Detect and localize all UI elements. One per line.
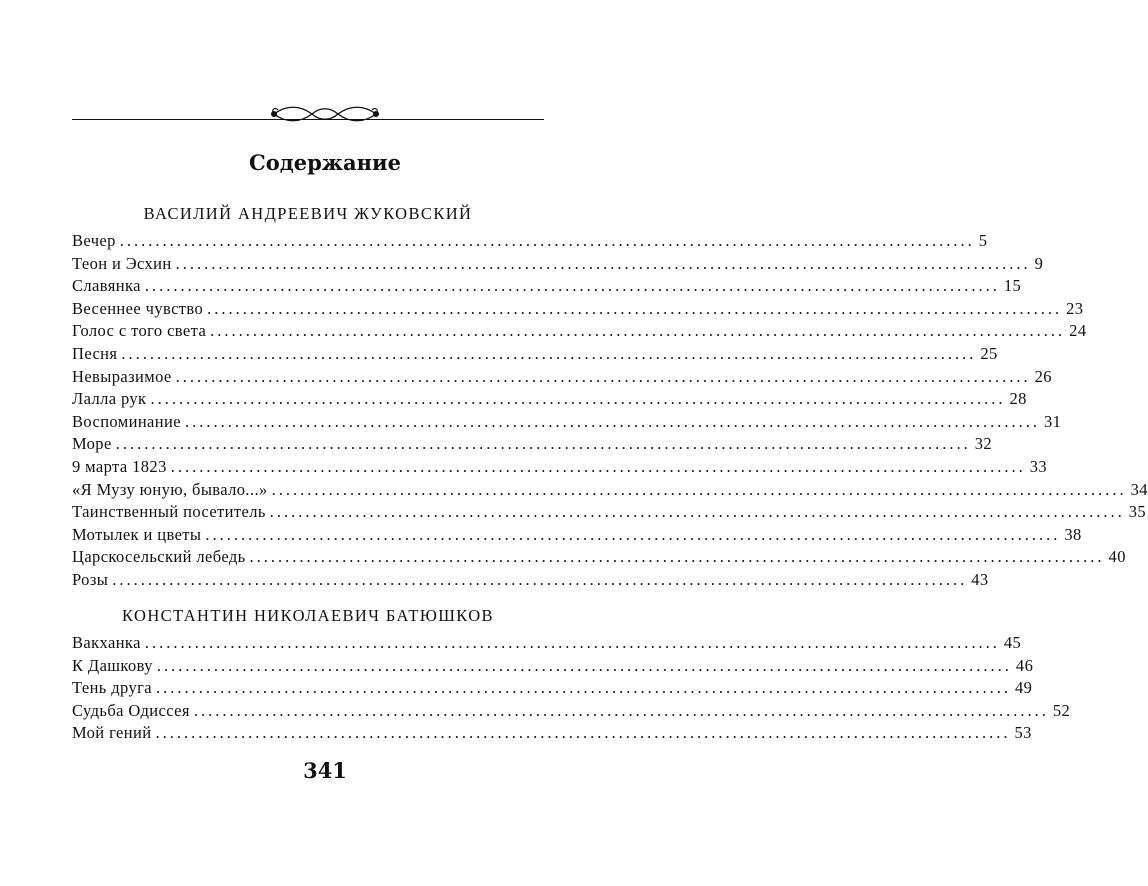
toc-dot-leader: ........................................................................................................................ (271, 479, 1127, 499)
toc-entry-page: 33 (1029, 456, 1048, 476)
toc-entry (72, 524, 1082, 548)
toc-dot-leader: ........................................................................................................................ (269, 502, 1125, 522)
toc-entry-page: 45 (1003, 633, 1022, 652)
toc-dot-leader: ........................................................................................................................ (115, 434, 971, 454)
toc-dot-leader: ........................................................................................................................ (249, 547, 1105, 567)
toc-entry-title: Лалла рук (72, 389, 147, 409)
toc-entry-title: Таинственный посетитель (72, 502, 266, 522)
toc-entry (72, 456, 1048, 480)
toc-entry-page: 9 (1034, 253, 1044, 273)
toc-entry-page: 23 (1066, 298, 1084, 318)
toc-entry-page: 40 (1108, 547, 1126, 567)
contents-heading: Содержание (249, 150, 401, 175)
toc-entry (72, 502, 1147, 525)
toc-dot-leader: ........................................................................................................................ (155, 723, 1011, 743)
page-number: 341 (303, 758, 347, 783)
toc-entry (72, 700, 1071, 724)
toc-entry (72, 253, 1044, 277)
toc-entry-title: Песня (72, 343, 118, 363)
toc-entry-page: 15 (1003, 276, 1022, 296)
toc-entry-page: 28 (1009, 389, 1027, 409)
toc-entry-page: 38 (1064, 524, 1082, 544)
toc-entry-page: 26 (1034, 366, 1052, 386)
toc-entry-title: Царскосельский лебедь (72, 547, 246, 567)
toc-dot-leader: ........................................................................................................................ (184, 411, 1040, 431)
toc-dot-leader: ........................................................................................................................ (112, 569, 968, 589)
section-author-batyushkov: КОНСТАНТИН НИКОЛАЕВИЧ БАТЮШКОВ (122, 606, 494, 625)
toc-entry-title: Тень друга (72, 678, 153, 698)
toc-entry-title: Весеннее чувство (72, 298, 204, 318)
toc-dot-leader: ........................................................................................................................ (119, 231, 975, 250)
toc-dot-leader: ........................................................................................................................ (150, 389, 1006, 409)
toc-entry-title: Вакханка (72, 633, 141, 652)
toc-entry-page: 52 (1052, 700, 1071, 720)
toc-entry-title: Розы (72, 569, 109, 589)
toc-entry-title: 9 марта 1823 (72, 456, 167, 476)
toc-dot-leader: ........................................................................................................................ (170, 456, 1026, 476)
toc-entry-page: 43 (971, 569, 989, 589)
toc-entry-page: 25 (980, 343, 998, 363)
toc-entry-title: Вечер (72, 231, 116, 250)
toc-dot-leader: ........................................................................................................................ (175, 366, 1031, 386)
toc-entry-page: 49 (1015, 678, 1033, 698)
toc-dot-leader: ........................................................................................................................ (144, 276, 1000, 296)
toc-entry (72, 678, 1033, 701)
toc-entry-page: 53 (1014, 723, 1032, 743)
section-author-zhukovsky: ВАСИЛИЙ АНДРЕЕВИЧ ЖУКОВСКИЙ (143, 204, 473, 223)
toc-entry-page: 32 (974, 434, 992, 454)
toc-entry-page: 5 (978, 231, 988, 250)
toc-entry (72, 366, 1052, 390)
toc-entry (72, 434, 992, 457)
toc-entry-page: 24 (1069, 321, 1087, 341)
toc-entry (72, 343, 998, 367)
toc-entry-title: Судьба Одиссея (72, 700, 190, 720)
toc-entry (72, 569, 989, 593)
toc-dot-leader: ........................................................................................................................ (193, 700, 1049, 720)
toc-entry (72, 276, 1022, 299)
toc-entry (72, 321, 1087, 344)
toc-entry (72, 298, 1084, 322)
toc-dot-leader: ........................................................................................................................ (144, 633, 1000, 652)
toc-entry-page: 31 (1043, 411, 1062, 431)
toc-entry (72, 547, 1126, 570)
toc-entry-title: Море (72, 434, 112, 454)
toc-entry-title: Славянка (72, 276, 141, 296)
toc-entry-title: «Я Музу юную, бывало...» (72, 479, 268, 499)
toc-entry-page: 46 (1015, 655, 1034, 675)
toc-entry-page: 35 (1128, 502, 1147, 522)
toc-dot-leader: ........................................................................................................................ (207, 298, 1063, 318)
toc-entry-title: Мотылек и цветы (72, 524, 202, 544)
toc-entry (72, 389, 1027, 412)
toc-dot-leader: ........................................................................................................................ (156, 678, 1012, 698)
toc-entry-title: Воспоминание (72, 411, 181, 431)
toc-dot-leader: ........................................................................................................................ (121, 343, 977, 363)
toc-entry (72, 655, 1034, 679)
flourish-ornament-icon (266, 103, 384, 125)
toc-entry-title: Голос с того света (72, 321, 207, 341)
toc-list-zhukovsky (72, 231, 1148, 593)
toc-list-batyushkov (72, 633, 1071, 746)
toc-entry (72, 231, 988, 254)
toc-entry-title: К Дашкову (72, 655, 153, 675)
toc-dot-leader: ........................................................................................................................ (210, 321, 1066, 341)
toc-dot-leader: ........................................................................................................................ (205, 524, 1061, 544)
toc-dot-leader: ........................................................................................................................ (156, 655, 1012, 675)
toc-entry (72, 479, 1148, 503)
toc-entry-page: 34 (1130, 479, 1148, 499)
toc-entry-title: Мой гений (72, 723, 152, 743)
toc-entry (72, 723, 1032, 746)
toc-entry (72, 633, 1022, 656)
toc-dot-leader: ........................................................................................................................ (175, 253, 1031, 273)
toc-entry-title: Невыразимое (72, 366, 172, 386)
toc-entry-title: Теон и Эсхин (72, 253, 172, 273)
toc-entry (72, 411, 1062, 435)
